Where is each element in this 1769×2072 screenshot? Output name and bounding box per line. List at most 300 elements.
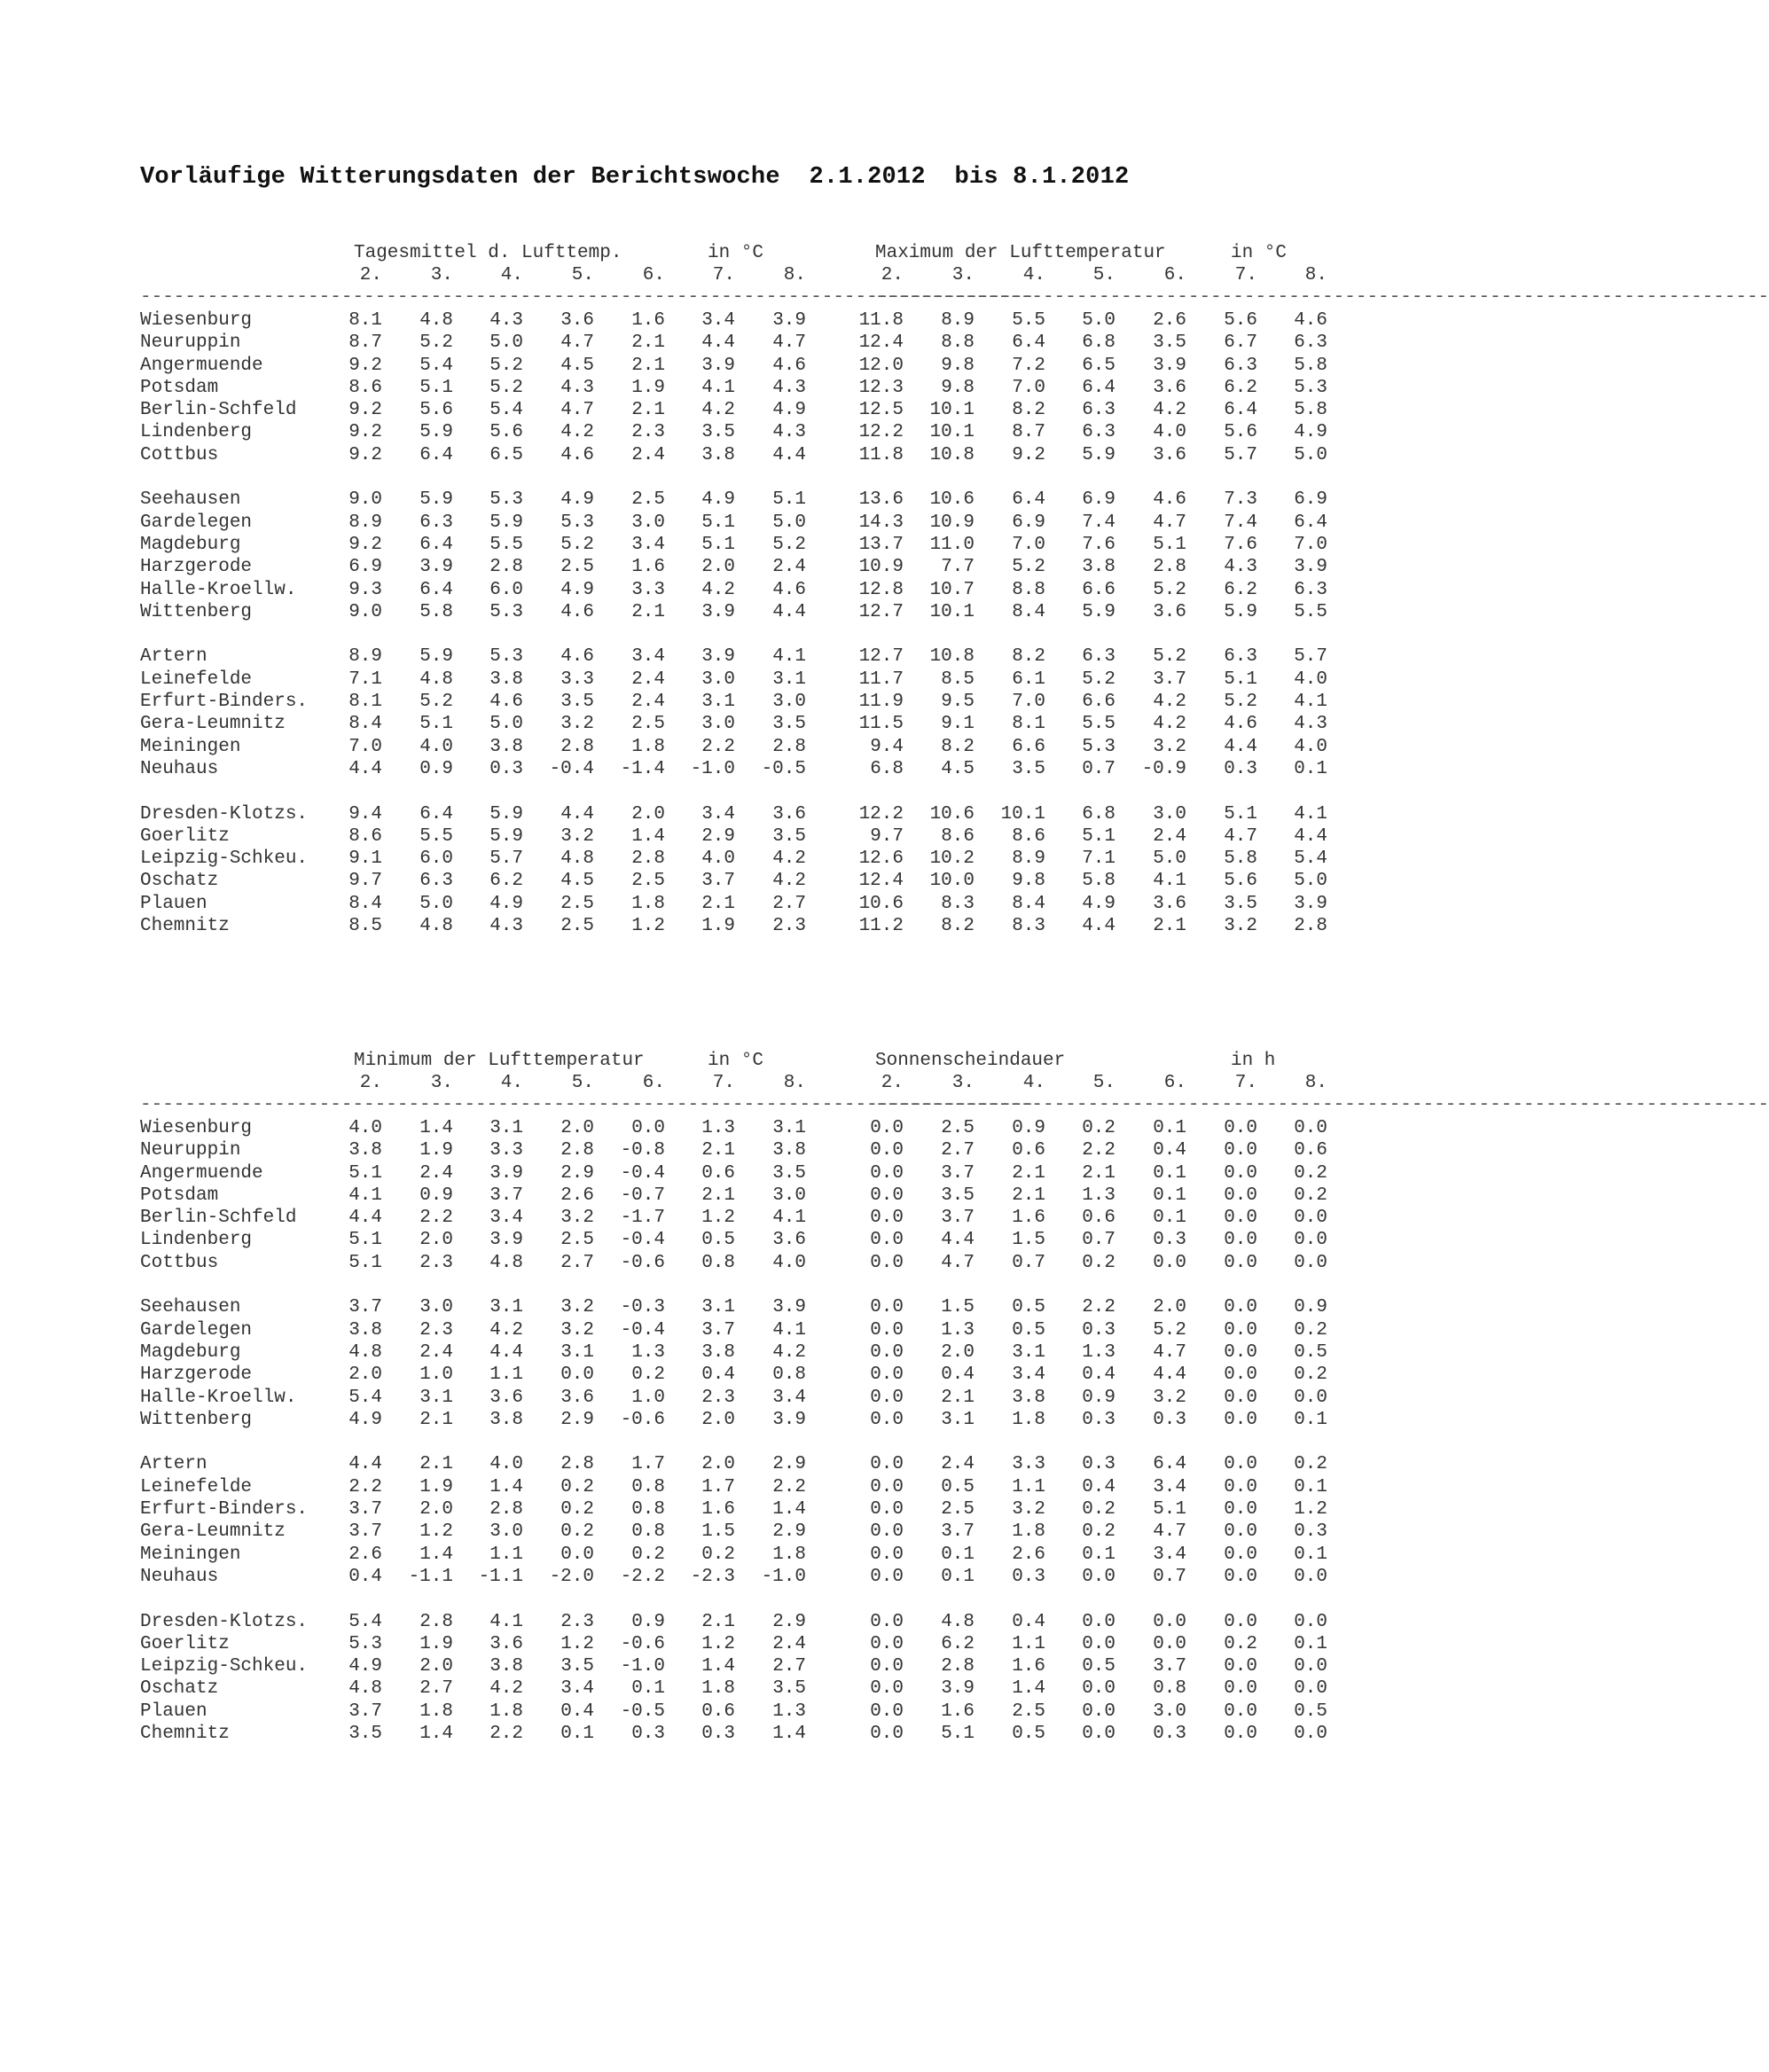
left-table-cell: 3.8 bbox=[348, 1319, 382, 1341]
left-table-cell: 2.8 bbox=[560, 1140, 594, 1161]
station-name: Dresden-Klotzs. bbox=[140, 1611, 309, 1632]
left-table-cell: 3.7 bbox=[348, 1521, 382, 1543]
station-name: Seehausen bbox=[140, 489, 241, 511]
right-table-cell: 11.2 bbox=[858, 916, 904, 936]
left-table-cell: 3.1 bbox=[772, 1117, 806, 1138]
right-table-cell: 0.9 bbox=[1082, 1387, 1115, 1408]
left-table-cell: 4.4 bbox=[489, 1341, 523, 1363]
left-table-cell: 2.9 bbox=[772, 1611, 806, 1632]
left-table-cell: 3.4 bbox=[631, 534, 665, 555]
left-table-cell: 4.4 bbox=[348, 758, 382, 779]
right-table-cell: 0.0 bbox=[1294, 1611, 1327, 1632]
left-table-cell: 1.4 bbox=[419, 1544, 453, 1565]
left-table-cell: 9.1 bbox=[348, 848, 382, 870]
station-name: Artern bbox=[140, 1454, 207, 1475]
right-table-cell: 0.9 bbox=[1012, 1117, 1045, 1138]
right-table-cell: 2.1 bbox=[1082, 1162, 1115, 1184]
right-table-cell: 0.2 bbox=[1294, 1364, 1327, 1386]
right-table-cell: 0.1 bbox=[1294, 1544, 1327, 1565]
left-table-cell: 5.2 bbox=[560, 534, 594, 555]
station-name: Gera-Leumnitz bbox=[140, 714, 286, 735]
left-table-cell: 2.1 bbox=[419, 1454, 453, 1475]
left-table-cell: 1.5 bbox=[701, 1521, 735, 1543]
left-table-cell: 3.6 bbox=[772, 803, 806, 825]
station-name: Gera-Leumnitz bbox=[140, 1521, 286, 1543]
left-table-cell: -2.2 bbox=[620, 1566, 665, 1587]
right-table-cell: 10.1 bbox=[1000, 803, 1045, 825]
right-table-cell: 5.6 bbox=[1224, 309, 1257, 331]
day-header: 4. bbox=[1022, 265, 1045, 286]
right-table-cell: 0.0 bbox=[1294, 1230, 1327, 1251]
left-table-cell: 2.8 bbox=[419, 1611, 453, 1632]
right-table-divider: -------------------------------------------------------------------------------- bbox=[875, 1094, 1769, 1115]
left-table-cell: 3.6 bbox=[560, 309, 594, 331]
right-table-cell: 7.0 bbox=[1294, 534, 1327, 555]
left-table-cell: 4.4 bbox=[348, 1208, 382, 1229]
left-table-cell: 3.9 bbox=[701, 601, 735, 622]
right-table-cell: 3.9 bbox=[941, 1678, 975, 1700]
left-table-cell: 5.5 bbox=[419, 825, 453, 847]
left-table-cell: 9.2 bbox=[348, 534, 382, 555]
right-table-cell: 10.8 bbox=[929, 444, 975, 465]
left-table-cell: 0.6 bbox=[701, 1162, 735, 1184]
right-table-cell: 3.6 bbox=[1153, 601, 1186, 622]
station-name: Goerlitz bbox=[140, 825, 230, 847]
left-table-cell: 5.9 bbox=[489, 512, 523, 533]
right-table-cell: 2.1 bbox=[1153, 916, 1186, 936]
day-header: 3. bbox=[430, 1073, 453, 1094]
right-table-cell: 1.1 bbox=[1012, 1476, 1045, 1497]
left-table-cell: 1.1 bbox=[489, 1544, 523, 1565]
day-header: 5. bbox=[1092, 265, 1115, 286]
left-table-cell: 4.8 bbox=[489, 1252, 523, 1273]
left-table-cell: 1.2 bbox=[631, 916, 665, 936]
left-table-cell: 4.8 bbox=[419, 916, 453, 936]
right-table-cell: 0.0 bbox=[870, 1252, 904, 1273]
right-table-cell: 10.6 bbox=[929, 803, 975, 825]
right-table-cell: 0.0 bbox=[1224, 1454, 1257, 1475]
left-table-cell: 3.4 bbox=[489, 1208, 523, 1229]
left-table-cell: 1.9 bbox=[701, 916, 735, 936]
left-table-cell: 4.6 bbox=[772, 355, 806, 376]
left-table-cell: 5.1 bbox=[701, 534, 735, 555]
left-table-cell: 5.9 bbox=[419, 489, 453, 511]
left-table-cell: 4.5 bbox=[560, 355, 594, 376]
right-table-cell: 8.4 bbox=[1012, 601, 1045, 622]
right-table-cell: 1.1 bbox=[1012, 1633, 1045, 1654]
station-name: Meiningen bbox=[140, 1544, 241, 1565]
right-table-cell: 3.0 bbox=[1153, 803, 1186, 825]
right-table-cell: 0.0 bbox=[1224, 1341, 1257, 1363]
left-table-cell: 5.0 bbox=[772, 512, 806, 533]
left-table-cell: 1.0 bbox=[631, 1387, 665, 1408]
page-title: Vorläufige Witterungsdaten der Berichtswoche 2.1.2012 bis 8.1.2012 bbox=[140, 164, 1130, 191]
left-table-cell: 3.8 bbox=[348, 1140, 382, 1161]
left-table-cell: 1.4 bbox=[419, 1117, 453, 1138]
right-table-cell: 1.6 bbox=[941, 1701, 975, 1722]
left-table-cell: 3.6 bbox=[560, 1387, 594, 1408]
right-table-cell: 9.7 bbox=[870, 825, 904, 847]
left-table-title: Minimum der Lufttemperatur bbox=[354, 1051, 645, 1071]
right-table-cell: 0.0 bbox=[870, 1297, 904, 1318]
right-table-cell: 6.6 bbox=[1082, 579, 1115, 600]
right-table-cell: 0.3 bbox=[1082, 1454, 1115, 1475]
station-name: Berlin-Schfeld bbox=[140, 400, 297, 421]
left-table-cell: 4.2 bbox=[701, 400, 735, 421]
left-table-cell: 0.6 bbox=[701, 1701, 735, 1722]
right-table-cell: 6.9 bbox=[1012, 512, 1045, 533]
right-table-cell: 0.0 bbox=[1082, 1611, 1115, 1632]
left-table-cell: 4.9 bbox=[772, 400, 806, 421]
right-table-cell: 5.6 bbox=[1224, 871, 1257, 892]
left-table-cell: 8.5 bbox=[348, 916, 382, 936]
left-table-cell: 8.6 bbox=[348, 377, 382, 398]
right-table-cell: 3.2 bbox=[1012, 1499, 1045, 1520]
left-table-cell: 4.1 bbox=[701, 377, 735, 398]
left-table-cell: 3.5 bbox=[772, 1162, 806, 1184]
station-name: Lindenberg bbox=[140, 1230, 253, 1251]
station-name: Cottbus bbox=[140, 1252, 219, 1273]
right-table-cell: 0.0 bbox=[1294, 1117, 1327, 1138]
left-table-cell: 4.1 bbox=[772, 1319, 806, 1341]
left-table-cell: 5.1 bbox=[348, 1162, 382, 1184]
right-table-cell: 8.3 bbox=[1012, 916, 1045, 936]
left-table-cell: 4.9 bbox=[701, 489, 735, 511]
left-table-cell: 5.4 bbox=[419, 355, 453, 376]
right-table-cell: 0.6 bbox=[1294, 1140, 1327, 1161]
station-name: Meiningen bbox=[140, 736, 241, 757]
right-table-cell: 3.9 bbox=[1294, 893, 1327, 914]
left-table-cell: 2.5 bbox=[560, 916, 594, 936]
left-table-cell: 4.1 bbox=[772, 1208, 806, 1229]
right-table-cell: 4.9 bbox=[1082, 893, 1115, 914]
station-name: Angermuende bbox=[140, 355, 263, 376]
right-table-cell: 12.7 bbox=[858, 601, 904, 622]
right-table-cell: 10.0 bbox=[929, 871, 975, 892]
left-table-cell: 0.5 bbox=[701, 1230, 735, 1251]
right-table-cell: 4.4 bbox=[941, 1230, 975, 1251]
right-table-cell: 9.8 bbox=[941, 377, 975, 398]
left-table-cell: 4.4 bbox=[560, 803, 594, 825]
left-table-cell: 2.4 bbox=[631, 669, 665, 690]
right-table-cell: 2.2 bbox=[1082, 1297, 1115, 1318]
left-table-cell: 9.2 bbox=[348, 355, 382, 376]
right-table-cell: 8.4 bbox=[1012, 893, 1045, 914]
left-table-cell: 0.8 bbox=[631, 1521, 665, 1543]
left-table-cell: 1.9 bbox=[631, 377, 665, 398]
left-table-cell: 4.2 bbox=[560, 422, 594, 443]
left-table-cell: 2.2 bbox=[772, 1476, 806, 1497]
right-table-cell: 5.1 bbox=[1153, 534, 1186, 555]
left-table-cell: 3.1 bbox=[560, 1341, 594, 1363]
left-table-cell: 4.4 bbox=[701, 332, 735, 354]
left-table-unit: in °C bbox=[708, 1051, 764, 1071]
left-table-cell: -1.4 bbox=[620, 758, 665, 779]
left-table-cell: 9.2 bbox=[348, 444, 382, 465]
left-table-cell: 3.4 bbox=[701, 309, 735, 331]
right-table-cell: 0.0 bbox=[1294, 1678, 1327, 1700]
left-table-cell: 3.9 bbox=[701, 355, 735, 376]
left-table-cell: 3.2 bbox=[560, 1208, 594, 1229]
right-table-cell: 0.7 bbox=[1082, 758, 1115, 779]
right-table-cell: 5.0 bbox=[1082, 309, 1115, 331]
left-table-cell: 3.7 bbox=[489, 1185, 523, 1206]
right-table-cell: 2.8 bbox=[941, 1656, 975, 1677]
right-table-cell: 0.0 bbox=[1224, 1252, 1257, 1273]
left-table-cell: 1.8 bbox=[419, 1701, 453, 1722]
left-table-cell: 4.2 bbox=[701, 579, 735, 600]
day-header: 3. bbox=[951, 265, 975, 286]
right-table-cell: 5.2 bbox=[1082, 669, 1115, 690]
day-header: 8. bbox=[1304, 265, 1327, 286]
left-table-cell: 2.5 bbox=[631, 871, 665, 892]
day-header: 6. bbox=[642, 1073, 665, 1094]
right-table-cell: 0.0 bbox=[1224, 1701, 1257, 1722]
left-table-cell: -0.4 bbox=[620, 1319, 665, 1341]
left-table-cell: 3.5 bbox=[560, 1656, 594, 1677]
right-table-cell: 0.0 bbox=[1082, 1701, 1115, 1722]
left-table-cell: 4.4 bbox=[772, 444, 806, 465]
right-table-cell: 12.7 bbox=[858, 646, 904, 668]
left-table-cell: 2.2 bbox=[419, 1208, 453, 1229]
right-table-cell: 0.4 bbox=[1153, 1140, 1186, 1161]
right-table-cell: 4.8 bbox=[941, 1611, 975, 1632]
station-name: Leinefelde bbox=[140, 1476, 253, 1497]
station-name: Leinefelde bbox=[140, 669, 253, 690]
right-table-cell: 0.2 bbox=[1082, 1521, 1115, 1543]
left-table-cell: 5.2 bbox=[419, 332, 453, 354]
right-table-cell: 5.1 bbox=[1224, 803, 1257, 825]
right-table-cell: 0.0 bbox=[1224, 1499, 1257, 1520]
day-header: 6. bbox=[642, 265, 665, 286]
day-header: 2. bbox=[881, 1073, 904, 1094]
right-table-cell: 0.0 bbox=[870, 1701, 904, 1722]
right-table-cell: 13.6 bbox=[858, 489, 904, 511]
left-table-cell: 4.2 bbox=[772, 1341, 806, 1363]
left-table-cell: 3.1 bbox=[489, 1297, 523, 1318]
right-table-cell: 5.6 bbox=[1224, 422, 1257, 443]
right-table-cell: 6.3 bbox=[1082, 400, 1115, 421]
right-table-cell: 0.0 bbox=[1224, 1140, 1257, 1161]
station-name: Wiesenburg bbox=[140, 309, 253, 331]
right-table-cell: 0.0 bbox=[870, 1185, 904, 1206]
station-name: Halle-Kroellw. bbox=[140, 1387, 297, 1408]
left-table-cell: 2.0 bbox=[419, 1230, 453, 1251]
right-table-cell: 5.1 bbox=[1082, 825, 1115, 847]
left-table-cell: 3.6 bbox=[772, 1230, 806, 1251]
left-table-cell: 8.4 bbox=[348, 714, 382, 735]
left-table-cell: 1.9 bbox=[419, 1140, 453, 1161]
left-table-cell: 1.8 bbox=[489, 1701, 523, 1722]
left-table-cell: 2.4 bbox=[772, 1633, 806, 1654]
station-name: Artern bbox=[140, 646, 207, 668]
station-name: Wittenberg bbox=[140, 1409, 253, 1430]
right-table-cell: 3.3 bbox=[1012, 1454, 1045, 1475]
right-table-cell: 4.3 bbox=[1224, 557, 1257, 578]
left-table-cell: 0.1 bbox=[560, 1724, 594, 1744]
left-table-cell: 3.9 bbox=[489, 1162, 523, 1184]
station-name: Halle-Kroellw. bbox=[140, 579, 297, 600]
left-table-cell: -2.3 bbox=[690, 1566, 735, 1587]
right-table-cell: 6.7 bbox=[1224, 332, 1257, 354]
right-table-cell: 10.9 bbox=[929, 512, 975, 533]
left-table-cell: 6.5 bbox=[489, 444, 523, 465]
left-table-cell: 4.3 bbox=[772, 422, 806, 443]
right-table-cell: 5.0 bbox=[1153, 848, 1186, 870]
left-table-cell: 0.3 bbox=[489, 758, 523, 779]
right-table-cell: 8.3 bbox=[941, 893, 975, 914]
right-table-cell: 2.0 bbox=[941, 1341, 975, 1363]
right-table-cell: 10.2 bbox=[929, 848, 975, 870]
right-table-cell: 0.1 bbox=[941, 1566, 975, 1587]
station-name: Berlin-Schfeld bbox=[140, 1208, 297, 1229]
left-table-cell: 9.3 bbox=[348, 579, 382, 600]
right-table-cell: 0.0 bbox=[1224, 1162, 1257, 1184]
right-table-cell: 0.3 bbox=[1294, 1521, 1327, 1543]
station-name: Chemnitz bbox=[140, 916, 230, 936]
left-table-cell: 1.9 bbox=[419, 1633, 453, 1654]
left-table-cell: 2.0 bbox=[701, 557, 735, 578]
right-table-cell: 6.3 bbox=[1224, 355, 1257, 376]
left-table-cell: 4.2 bbox=[489, 1319, 523, 1341]
left-table-cell: 1.9 bbox=[419, 1476, 453, 1497]
right-table-cell: 9.8 bbox=[941, 355, 975, 376]
left-table-cell: 4.0 bbox=[489, 1454, 523, 1475]
right-table-cell: 8.2 bbox=[941, 916, 975, 936]
left-table-cell: 2.4 bbox=[631, 692, 665, 712]
station-name: Seehausen bbox=[140, 1297, 241, 1318]
left-table-cell: 2.0 bbox=[701, 1454, 735, 1475]
right-table-cell: 4.2 bbox=[1153, 400, 1186, 421]
right-table-cell: 4.6 bbox=[1153, 489, 1186, 511]
right-table-cell: 0.0 bbox=[870, 1162, 904, 1184]
left-table-cell: 3.5 bbox=[772, 1678, 806, 1700]
right-table-cell: 0.6 bbox=[1082, 1208, 1115, 1229]
left-table-cell: 3.2 bbox=[560, 714, 594, 735]
day-header: 3. bbox=[951, 1073, 975, 1094]
day-header: 7. bbox=[712, 1073, 735, 1094]
right-table-cell: 0.2 bbox=[1294, 1454, 1327, 1475]
right-table-cell: 0.0 bbox=[870, 1724, 904, 1744]
right-table-cell: 5.1 bbox=[1224, 669, 1257, 690]
left-table-cell: 0.2 bbox=[631, 1544, 665, 1565]
left-table-cell: 5.3 bbox=[489, 601, 523, 622]
right-table-cell: 10.8 bbox=[929, 646, 975, 668]
right-table-cell: 4.2 bbox=[1153, 714, 1186, 735]
right-table-cell: 6.3 bbox=[1082, 422, 1115, 443]
right-table-cell: 6.3 bbox=[1294, 579, 1327, 600]
left-table-cell: 2.1 bbox=[631, 355, 665, 376]
right-table-cell: 8.5 bbox=[941, 669, 975, 690]
right-table-cell: 3.2 bbox=[1224, 916, 1257, 936]
left-table-cell: 5.2 bbox=[772, 534, 806, 555]
left-table-cell: 2.6 bbox=[560, 1185, 594, 1206]
right-table-cell: 10.1 bbox=[929, 422, 975, 443]
left-table-cell: 4.9 bbox=[489, 893, 523, 914]
left-table-cell: 2.9 bbox=[701, 825, 735, 847]
station-name: Plauen bbox=[140, 893, 207, 914]
left-table-cell: 4.8 bbox=[348, 1341, 382, 1363]
right-table-cell: 13.7 bbox=[858, 534, 904, 555]
left-table-cell: 3.1 bbox=[772, 669, 806, 690]
right-table-cell: 14.3 bbox=[858, 512, 904, 533]
left-table-cell: 3.0 bbox=[489, 1521, 523, 1543]
day-header: 5. bbox=[571, 265, 594, 286]
station-name: Erfurt-Binders. bbox=[140, 1499, 309, 1520]
day-header: 2. bbox=[359, 1073, 382, 1094]
left-table-cell: 6.4 bbox=[419, 444, 453, 465]
right-table-cell: 0.4 bbox=[1082, 1476, 1115, 1497]
left-table-cell: 1.6 bbox=[701, 1499, 735, 1520]
day-header: 7. bbox=[1234, 265, 1257, 286]
right-table-cell: 0.2 bbox=[1294, 1162, 1327, 1184]
left-table-cell: 8.7 bbox=[348, 332, 382, 354]
right-table-cell: 0.2 bbox=[1294, 1185, 1327, 1206]
left-table-cell: -0.5 bbox=[620, 1701, 665, 1722]
left-table-cell: 3.0 bbox=[772, 692, 806, 712]
right-table-cell: 2.1 bbox=[1012, 1162, 1045, 1184]
day-header: 8. bbox=[783, 1073, 806, 1094]
right-table-cell: 2.5 bbox=[1012, 1701, 1045, 1722]
right-table-cell: 8.8 bbox=[941, 332, 975, 354]
left-table-cell: 2.1 bbox=[701, 1140, 735, 1161]
left-table-cell: 2.0 bbox=[631, 803, 665, 825]
left-table-title: Tagesmittel d. Lufttemp. bbox=[354, 243, 622, 263]
left-table-cell: 4.6 bbox=[560, 444, 594, 465]
right-table-cell: 3.7 bbox=[941, 1208, 975, 1229]
left-table-cell: 1.8 bbox=[772, 1544, 806, 1565]
right-table-cell: 4.3 bbox=[1294, 714, 1327, 735]
right-table-cell: 3.7 bbox=[941, 1162, 975, 1184]
left-table-cell: 4.5 bbox=[560, 871, 594, 892]
left-table-cell: 2.1 bbox=[631, 601, 665, 622]
right-table-cell: 0.3 bbox=[1153, 1724, 1186, 1744]
left-table-unit: in °C bbox=[708, 243, 764, 263]
left-table-cell: 3.4 bbox=[772, 1387, 806, 1408]
right-table-cell: 5.7 bbox=[1224, 444, 1257, 465]
right-table-cell: 0.0 bbox=[1082, 1566, 1115, 1587]
right-table-cell: 6.2 bbox=[1224, 377, 1257, 398]
right-table-cell: 8.9 bbox=[941, 309, 975, 331]
right-table-cell: 0.5 bbox=[941, 1476, 975, 1497]
right-table-cell: 0.5 bbox=[1082, 1656, 1115, 1677]
left-table-cell: 2.9 bbox=[772, 1521, 806, 1543]
left-table-cell: 1.3 bbox=[772, 1701, 806, 1722]
left-table-cell: 3.5 bbox=[772, 825, 806, 847]
left-table-cell: 3.9 bbox=[489, 1230, 523, 1251]
station-name: Wiesenburg bbox=[140, 1117, 253, 1138]
left-table-cell: 9.7 bbox=[348, 871, 382, 892]
right-table-cell: 0.0 bbox=[1294, 1566, 1327, 1587]
right-table-cell: 3.4 bbox=[1153, 1476, 1186, 1497]
left-table-divider: -------------------------------------------------------------------------------- bbox=[140, 286, 1035, 308]
left-table-cell: 2.9 bbox=[560, 1162, 594, 1184]
left-table-cell: 2.2 bbox=[701, 736, 735, 757]
right-table-cell: 0.0 bbox=[1294, 1724, 1327, 1744]
left-table-cell: 3.9 bbox=[772, 1297, 806, 1318]
left-table-cell: 9.0 bbox=[348, 489, 382, 511]
left-table-cell: 0.8 bbox=[631, 1499, 665, 1520]
day-header: 8. bbox=[783, 265, 806, 286]
right-table-cell: 2.1 bbox=[1012, 1185, 1045, 1206]
right-table-cell: 0.0 bbox=[870, 1656, 904, 1677]
right-table-cell: 6.8 bbox=[1082, 332, 1115, 354]
right-table-cell: 6.5 bbox=[1082, 355, 1115, 376]
left-table-cell: 0.4 bbox=[701, 1364, 735, 1386]
day-header: 4. bbox=[500, 1073, 523, 1094]
right-table-divider: -------------------------------------------------------------------------------- bbox=[875, 286, 1769, 308]
left-table-cell: 2.2 bbox=[348, 1476, 382, 1497]
